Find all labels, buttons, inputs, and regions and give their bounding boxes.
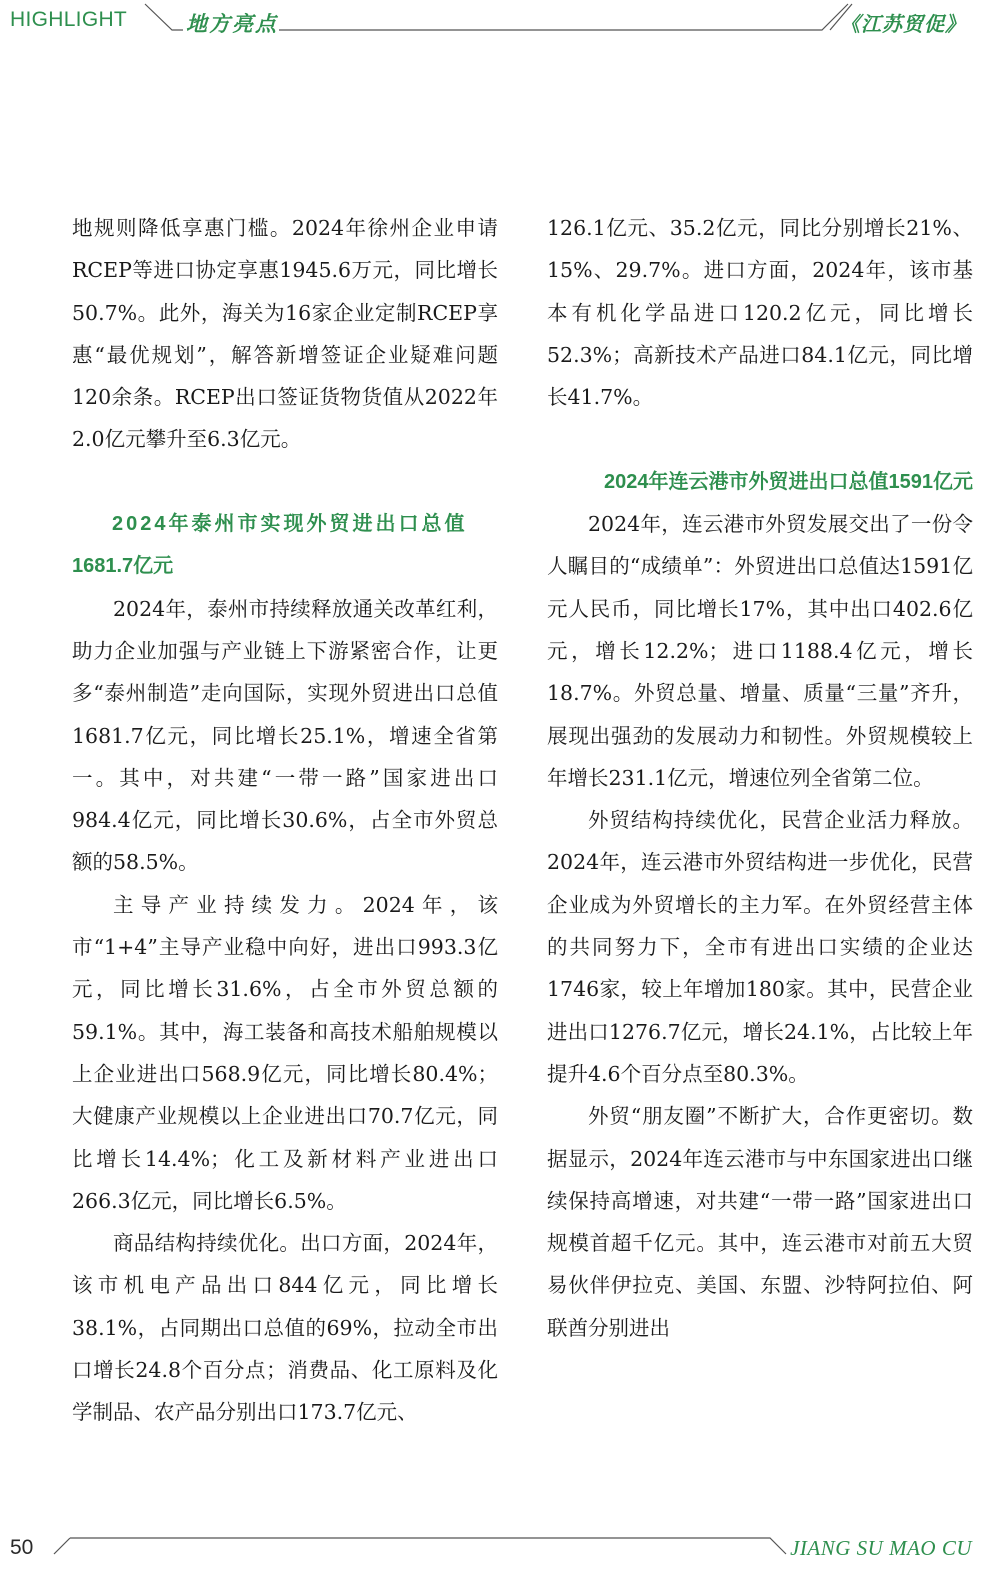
section-heading-taizhou: 2024年泰州市实现外贸进出口总值 <box>112 513 468 536</box>
paragraph: 2024年，连云港市外贸发展交出了一份令人瞩目的“成绩单”：外贸进出口总值达1591亿元人民币，同比增长17%，其中出口402.6亿元，增长12.2%；进口1188.4亿元，增长18.7%。外贸总量、增量、质量“三量”齐升，展现出强劲的发展动力和韧性。外贸规模较上年增长231.1亿元，增速位列全省第二位。 <box>547 512 973 790</box>
paragraph: 地规则降低享惠门槛。2024年徐州企业申请RCEP等进口协定享惠1945.6万元，同比增长50.7%。此外，海关为16家企业定制RCEP享惠“最优规划”，解答新增签证企业疑难问题120余条。RCEP出口签证货物货值从2022年2.0亿元攀升至6.3亿元。 <box>72 216 498 452</box>
page-number: 50 <box>10 1536 34 1559</box>
paragraph: 商品结构持续优化。出口方面，2024年，该市机电产品出口844亿元，同比增长38.1%，占同期出口总值的69%，拉动全市出口增长24.8个百分点；消费品、化工原料及化学制品、农产品分别出口173.7亿元、 <box>72 1231 498 1425</box>
footer-left-slash <box>54 1538 70 1554</box>
paragraph: 外贸结构持续优化，民营企业活力释放。2024年，连云港市外贸结构进一步优化，民营企业成为外贸增长的主力军。在外贸经营主体的共同努力下，全市有进出口实绩的企业达1746家，较上年增加180家。其中，民营企业进出口1276.7亿元，增长24.1%，占比较上年提升4.6个百分点至80.3%。 <box>547 808 973 1086</box>
paragraph: 主导产业持续发力。2024年，该市“1+4”主导产业稳中向好，进出口993.3亿元，同比增长31.6%，占全市外贸总额的59.1%。其中，海工装备和高技术船舶规模以上企业进出口568.9亿元，同比增长80.4%；大健康产业规模以上企业进出口70.7亿元，同比增长14.4%；化工及新材料产业进出口266.3亿元，同比增长6.5%。 <box>72 892 498 1213</box>
paragraph: 2024年，泰州市持续释放通关改革红利，助力企业加强与产业链上下游紧密合作，让更多“泰州制造”走向国际，实现外贸进出口总值1681.7亿元，同比增长25.1%，增速全省第一。其中，对共建“一带一路”国家进出口984.4亿元，同比增长30.6%，占全市外贸总额的58.5%。 <box>72 596 498 875</box>
right-column <box>547 207 973 1349</box>
magazine-title-en: JIANG SU MAO CU <box>790 1536 972 1560</box>
header-left-slash <box>145 4 183 30</box>
section-heading-lianyungang: 2024年连云港市外贸进出口总值1591亿元 <box>604 470 973 493</box>
paragraph: 126.1亿元、35.2亿元，同比分别增长21%、15%、29.7%。进口方面，2024年，该市基本有机化学品进口120.2亿元，同比增长52.3%；高新技术产品进口84.1亿元，同比增长41.7%。 <box>547 216 973 410</box>
magazine-title-cn: 《江苏贸促》 <box>840 12 966 36</box>
section-heading-taizhou-cont: 1681.7亿元 <box>72 555 174 578</box>
section-label-en: HIGHLIGHT <box>10 8 128 31</box>
left-column <box>72 207 498 1434</box>
footer-rule <box>70 1538 786 1554</box>
paragraph: 外贸“朋友圈”不断扩大，合作更密切。数据显示，2024年连云港市与中东国家进出口继续保持高增速，对共建“一带一路”国家进出口规模首超千亿元。其中，连云港市对前五大贸易伙伴伊拉克、美国、东盟、沙特阿拉伯、阿联酋分别进出 <box>547 1104 973 1340</box>
section-label-cn: 地方亮点 <box>186 11 278 36</box>
